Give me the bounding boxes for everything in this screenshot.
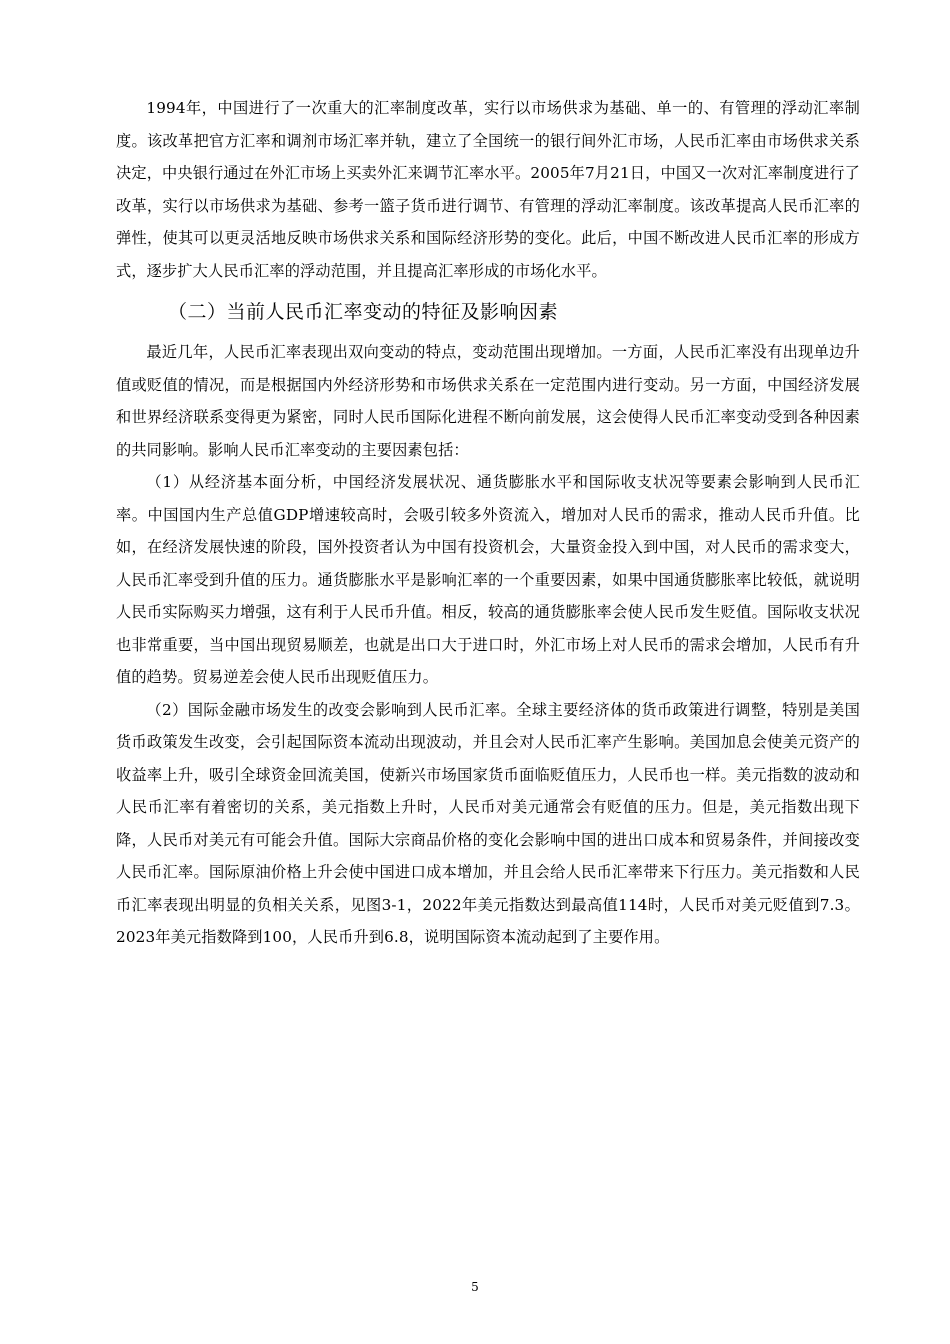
paragraph-economic-fundamentals: （1）从经济基本面分析，中国经济发展状况、通货膨胀水平和国际收支状况等要素会影响到人民币汇率。中国国内生产总值GDP增速较高时，会吸引较多外资流入，增加对人民币的需求，推动人民币升值。比如，在经济发展快速的阶段，国外投资者认为中国有投资机会，大量资金投入到中国，对人民币的需求变大，人民币汇率受到升值的压力。通货膨胀水平是影响汇率的一个重要因素，如果中国通货膨胀率比较低，就说明人民币实际购买力增强，这有利于人民币升值。相反，较高的通货膨胀率会使人民币发生贬值。国际收支状况也非常重要，当中国出现贸易顺差，也就是出口大于进口时，外汇市场上对人民币的需求会增加，人民币有升值的趋势。贸易逆差会使人民币出现贬值压力。	[116, 473, 860, 686]
paragraph-international-markets: （2）国际金融市场发生的改变会影响到人民币汇率。全球主要经济体的货币政策进行调整，特别是美国货币政策发生改变，会引起国际资本流动出现波动，并且会对人民币汇率产生影响。美国加息会使美元资产的收益率上升，吸引全球资金回流美国，使新兴市场国家货币面临贬值压力，人民币也一样。美元指数的波动和人民币汇率有着密切的关系，美元指数上升时，人民币对美元通常会有贬值的压力。但是，美元指数出现下降，人民币对美元有可能会升值。国际大宗商品价格的变化会影响中国的进出口成本和贸易条件，并间接改变人民币汇率。国际原油价格上升会使中国进口成本增加，并且会给人民币汇率带来下行压力。美元指数和人民币汇率表现出明显的负相关关系，见图3-1，2022年美元指数达到最高值114时，人民币对美元贬值到7.3。2023年美元指数降到100，人民币升到6.8，说明国际资本流动起到了主要作用。	[116, 700, 860, 946]
paragraph-current-characteristics: 最近几年，人民币汇率表现出双向变动的特点，变动范围出现增加。一方面，人民币汇率没有出现单边升值或贬值的情况，而是根据国内外经济形势和市场供求关系在一定范围内进行变动。另一方面，中国经济发展和世界经济联系变得更为紧密，同时人民币国际化进程不断向前发展，这会使得人民币汇率变动受到各种因素的共同影响。影响人民币汇率变动的主要因素包括：	[116, 343, 860, 459]
section-heading: （二）当前人民币汇率变动的特征及影响因素	[168, 301, 559, 323]
page-number: 5	[471, 1280, 479, 1294]
paragraph-exchange-rate-reform: 1994年，中国进行了一次重大的汇率制度改革，实行以市场供求为基础、单一的、有管理的浮动汇率制度。该改革把官方汇率和调剂市场汇率并轨，建立了全国统一的银行间外汇市场，人民币汇率由市场供求关系决定，中央银行通过在外汇市场上买卖外汇来调节汇率水平。2005年7月21日，中国又一次对汇率制度进行了改革，实行以市场供求为基础、参考一篮子货币进行调节、有管理的浮动汇率制度。该改革提高人民币汇率的弹性，使其可以更灵活地反映市场供求关系和国际经济形势的变化。此后，中国不断改进人民币汇率的形成方式，逐步扩大人民币汇率的浮动范围，并且提高汇率形成的市场化水平。	[116, 99, 860, 280]
page-body	[116, 92, 860, 954]
